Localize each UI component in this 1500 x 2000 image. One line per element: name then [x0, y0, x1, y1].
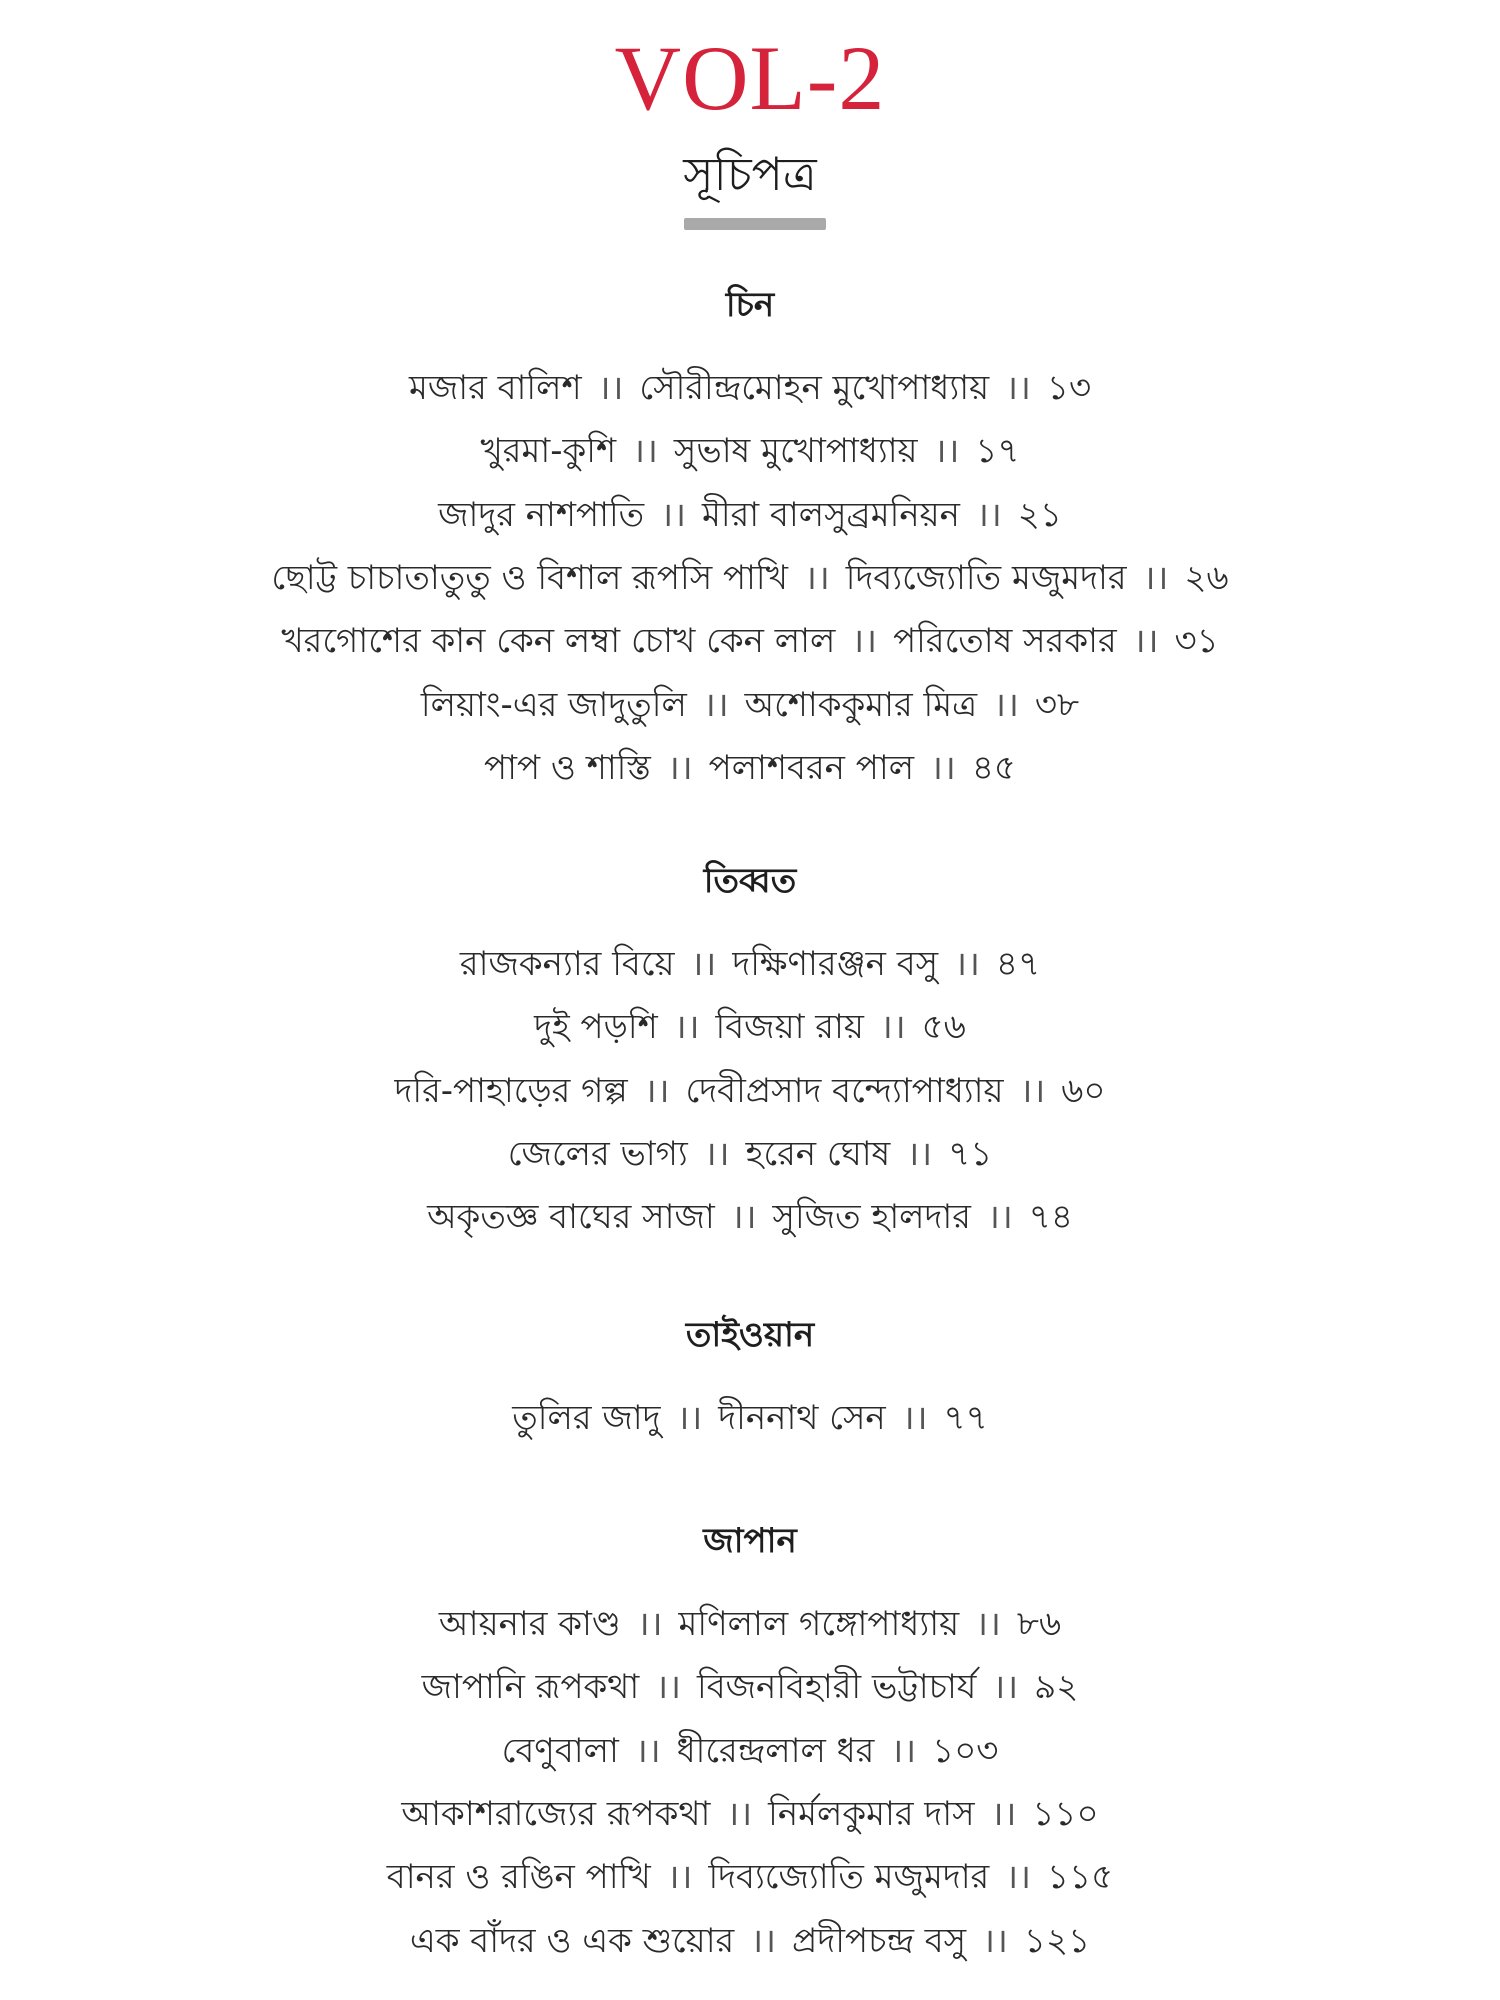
page-number: ৭৭: [943, 1398, 988, 1438]
separator-mark: ।।: [666, 748, 693, 788]
author-name: দিব্যজ্যোতি মজুমদার: [845, 558, 1127, 598]
author-name: মণিলাল গঙ্গোপাধ্যায়: [678, 1604, 960, 1644]
toc-entry: [0, 1003, 1500, 1051]
toc-entry: [0, 1394, 1500, 1442]
author-name: হরেন ঘোষ: [745, 1134, 891, 1174]
page-number: ৯২: [1034, 1667, 1079, 1707]
separator-mark: ।।: [730, 1197, 757, 1237]
separator-mark: ।।: [851, 621, 878, 661]
page-number: ২১: [1017, 495, 1062, 535]
story-title: জেলের ভাগ্য: [507, 1134, 688, 1174]
toc-entry: [0, 1790, 1500, 1838]
page-number: ৪৭: [995, 944, 1041, 984]
section-title: তাইওয়ান: [685, 1315, 815, 1355]
page-number: ৮৬: [1016, 1604, 1062, 1644]
volume-title: VOL-2: [614, 27, 886, 129]
toc-entry: [0, 681, 1500, 729]
separator-mark: ।।: [933, 431, 960, 471]
section-title: চিন: [725, 285, 775, 325]
separator-mark: ।।: [993, 685, 1019, 725]
story-title: তুলির জাদু: [512, 1398, 661, 1438]
page-number: ৫৬: [921, 1007, 966, 1047]
toc-entry: [0, 1853, 1500, 1901]
separator-mark: ।।: [990, 1794, 1017, 1834]
page-number: ৭৪: [1028, 1197, 1073, 1237]
toc-entry: [0, 554, 1500, 602]
author-name: মীরা বালসুব্রমনিয়ন: [701, 495, 960, 535]
story-title: খরগোশের কান কেন লম্বা চোখ কেন লাল: [281, 621, 836, 661]
page-number: ১৩: [1046, 368, 1092, 408]
author-name: পরিতোষ সরকার: [893, 621, 1117, 661]
author-name: সৌরীন্দ্রমোহন মুখোপাধ্যায়: [639, 368, 990, 408]
toc-entry: [0, 1130, 1500, 1178]
author-name: দীননাথ সেন: [718, 1398, 886, 1438]
page-number: ২৬: [1184, 558, 1229, 598]
heading-underline: [684, 218, 826, 230]
separator-mark: ।।: [703, 1134, 730, 1174]
page-number: ৪৫: [971, 748, 1016, 788]
toc-entry: [0, 617, 1500, 665]
separator-mark: ।।: [1005, 1857, 1032, 1897]
separator-mark: ।।: [634, 1731, 661, 1771]
page-number: ১২১: [1023, 1921, 1091, 1961]
separator-mark: ।।: [636, 1604, 663, 1644]
toc-entry: [0, 744, 1500, 792]
story-title: লিয়াং-এর জাদুতুলি: [420, 685, 687, 725]
story-title: বানর ও রঙিন পাখি: [386, 1857, 651, 1897]
story-title: বেণুবালা: [501, 1731, 619, 1771]
story-title: জাদুর নাশপাতি: [438, 495, 645, 535]
separator-mark: ।।: [803, 558, 830, 598]
separator-mark: ।।: [597, 368, 624, 408]
separator-mark: ।।: [1005, 368, 1031, 408]
author-name: দেবীপ্রসাদ বন্দ্যোপাধ্যায়: [685, 1071, 1004, 1111]
page-number: ১০৩: [932, 1731, 999, 1771]
separator-mark: ।।: [992, 1667, 1019, 1707]
toc-entry: [0, 1663, 1500, 1711]
separator-mark: ।।: [1019, 1071, 1046, 1111]
toc-entry: [0, 1067, 1500, 1115]
author-name: প্রদীপচন্দ্র বসু: [792, 1921, 967, 1961]
author-name: সুজিত হালদার: [772, 1197, 971, 1237]
page-number: ৩৮: [1034, 685, 1080, 725]
author-name: সুভাষ মুখোপাধ্যায়: [673, 431, 918, 471]
story-title: দরি-পাহাড়ের গল্প: [394, 1071, 628, 1111]
author-name: বিজনবিহারী ভট্টাচার্য: [696, 1667, 977, 1707]
story-title: দুই পড়শি: [534, 1007, 658, 1047]
separator-mark: ।।: [632, 431, 658, 471]
story-title: জাপানি রূপকথা: [421, 1667, 640, 1707]
separator-mark: ।।: [901, 1398, 928, 1438]
separator-mark: ।।: [986, 1197, 1013, 1237]
page-number: ১৭: [975, 431, 1020, 471]
page-number: ১১৫: [1047, 1857, 1114, 1897]
story-title: মজার বালিশ: [408, 368, 582, 408]
story-title: পাপ ও শাস্তি: [484, 748, 651, 788]
page-number: ৭১: [948, 1134, 993, 1174]
separator-mark: ।।: [879, 1007, 906, 1047]
separator-mark: ।।: [890, 1731, 917, 1771]
story-title: ছোট্ট চাচাতাতুতু ও বিশাল রূপসি পাখি: [271, 558, 788, 598]
toc-entry: [0, 940, 1500, 988]
separator-mark: ।।: [750, 1921, 777, 1961]
page-number: ৩১: [1174, 621, 1219, 661]
toc-entry: [0, 1727, 1500, 1775]
toc-entry: [0, 1917, 1500, 1965]
toc-entry: [0, 1600, 1500, 1648]
separator-mark: ।।: [982, 1921, 1008, 1961]
story-title: খুরমা-কুশি: [480, 431, 617, 471]
separator-mark: ।।: [673, 1007, 700, 1047]
section-title: তিব্বত: [703, 861, 797, 901]
story-title: এক বাঁদর ও এক শুয়োর: [409, 1921, 735, 1961]
separator-mark: ।।: [655, 1667, 681, 1707]
author-name: পলাশবরন পাল: [708, 748, 915, 788]
author-name: নির্মলকুমার দাস: [768, 1794, 975, 1834]
page-number: ১১০: [1032, 1794, 1099, 1834]
story-title: রাজকন্যার বিয়ে: [459, 944, 675, 984]
contents-heading: সূচিপত্র: [683, 147, 817, 201]
separator-mark: ।।: [690, 944, 717, 984]
author-name: দক্ষিণারঞ্জন বসু: [732, 944, 939, 984]
separator-mark: ।।: [1142, 558, 1169, 598]
separator-mark: ।।: [975, 1604, 1001, 1644]
separator-mark: ।।: [930, 748, 956, 788]
separator-mark: ।।: [1132, 621, 1159, 661]
author-name: বিজয়া রায়: [715, 1007, 864, 1047]
separator-mark: ।।: [643, 1071, 670, 1111]
section-title: জাপান: [703, 1521, 797, 1561]
toc-entry: [0, 427, 1500, 475]
separator-mark: ।।: [660, 495, 686, 535]
separator-mark: ।।: [726, 1794, 753, 1834]
separator-mark: ।।: [702, 685, 729, 725]
story-title: আয়নার কাণ্ড: [438, 1604, 621, 1644]
story-title: অকৃতজ্ঞ বাঘের সাজা: [427, 1197, 715, 1237]
separator-mark: ।।: [676, 1398, 703, 1438]
separator-mark: ।।: [954, 944, 980, 984]
page-number: ৬০: [1061, 1071, 1106, 1111]
author-name: দিব্যজ্যোতি মজুমদার: [708, 1857, 990, 1897]
toc-entry: [0, 1193, 1500, 1241]
separator-mark: ।।: [666, 1857, 693, 1897]
toc-entry: [0, 364, 1500, 412]
story-title: আকাশরাজ্যের রূপকথা: [401, 1794, 711, 1834]
separator-mark: ।।: [975, 495, 1002, 535]
author-name: অশোককুমার মিত্র: [744, 685, 978, 725]
author-name: ধীরেন্দ্রলাল ধর: [676, 1731, 875, 1771]
separator-mark: ।।: [906, 1134, 933, 1174]
toc-entry: [0, 491, 1500, 539]
